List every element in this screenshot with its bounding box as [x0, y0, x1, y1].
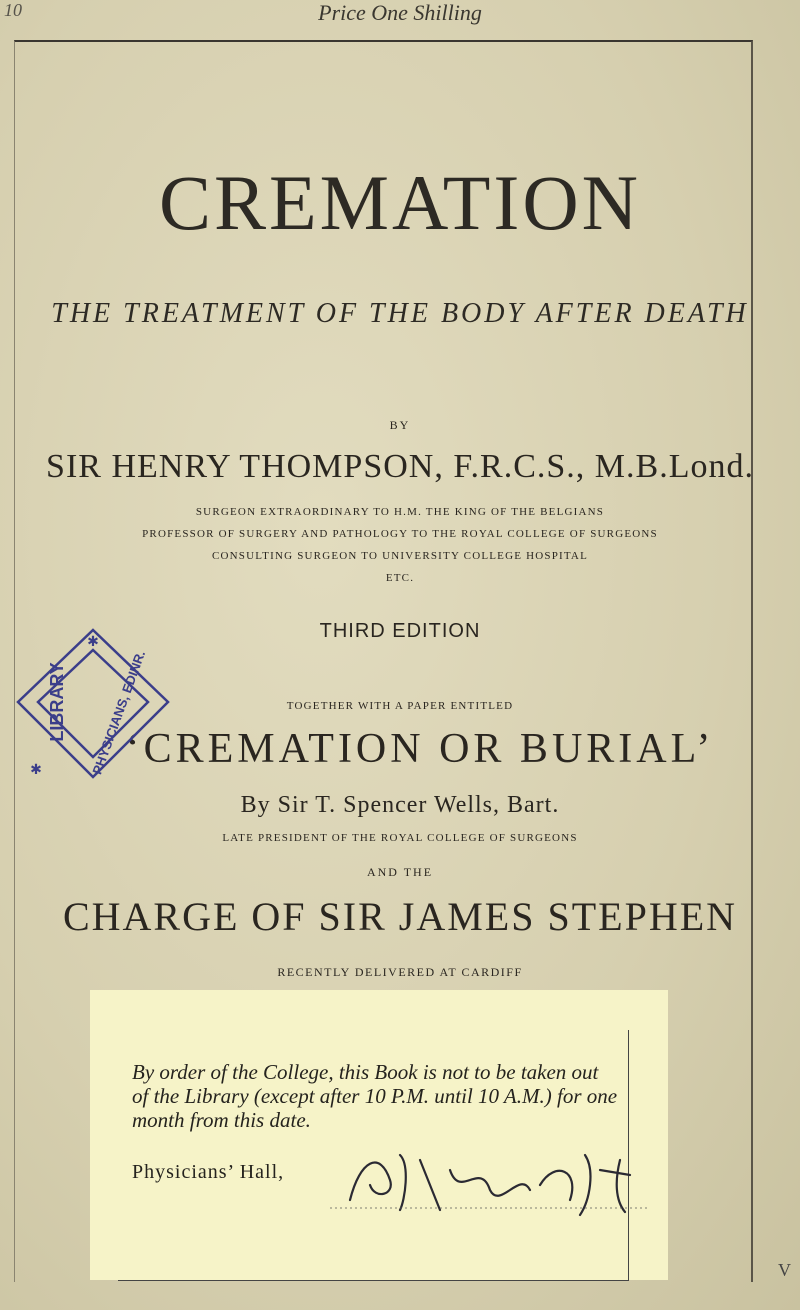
edition-label: THIRD EDITION: [319, 620, 481, 642]
author-name: SIR HENRY THOMPSON, F.R.C.S., M.B.Lond.: [46, 448, 754, 485]
physicians-hall: Physicians’ Hall,: [132, 1161, 285, 1183]
star-icon: ✱: [30, 763, 42, 778]
paper-author-credential: LATE PRESIDENT OF THE ROYAL COLLEGE OF SURGEONS: [222, 832, 578, 844]
stamp-top-text: LIBRARY: [47, 662, 67, 742]
library-stamp: [8, 622, 178, 792]
stamp-right-text: PHYSICIANS, EDINR.: [89, 648, 149, 777]
library-notice: [132, 1060, 632, 1132]
paper-title: ‘CREMATION OR BURIAL’: [125, 726, 715, 772]
notice-line: By order of the College, this Book is not to be taken out: [132, 1060, 599, 1084]
author-credential: SURGEON EXTRAORDINARY TO H.M. THE KING OF THE BELGIANS: [195, 506, 605, 518]
together-label: TOGETHER WITH A PAPER ENTITLED: [286, 700, 514, 712]
book-title: CREMATION: [158, 159, 641, 246]
book-subtitle: THE TREATMENT OF THE BODY AFTER DEATH: [51, 298, 749, 329]
notice-line: of the Library (except after 10 P.M. until 10 A.M.) for one: [132, 1084, 618, 1108]
by-label: BY: [389, 418, 411, 432]
star-icon: ✱: [87, 635, 99, 650]
author-credential: CONSULTING SURGEON TO UNIVERSITY COLLEGE HOSPITAL: [211, 550, 588, 562]
price-note: Price One Shilling: [318, 0, 482, 25]
handwritten-date: [330, 1140, 650, 1220]
charge-title: CHARGE OF SIR JAMES STEPHEN: [62, 894, 738, 939]
and-the-label: AND THE: [366, 865, 434, 879]
pencil-number: 10: [4, 0, 22, 20]
corner-mark: V: [778, 1260, 791, 1280]
paper-author: By Sir T. Spencer Wells, Bart.: [240, 792, 560, 818]
notice-line: month from this date.: [132, 1108, 311, 1132]
author-credential: PROFESSOR OF SURGERY AND PATHOLOGY TO THE ROYAL COLLEGE OF SURGEONS: [142, 528, 658, 540]
author-credential: ETC.: [385, 572, 415, 584]
delivered-note: RECENTLY DELIVERED AT CARDIFF: [277, 965, 523, 979]
